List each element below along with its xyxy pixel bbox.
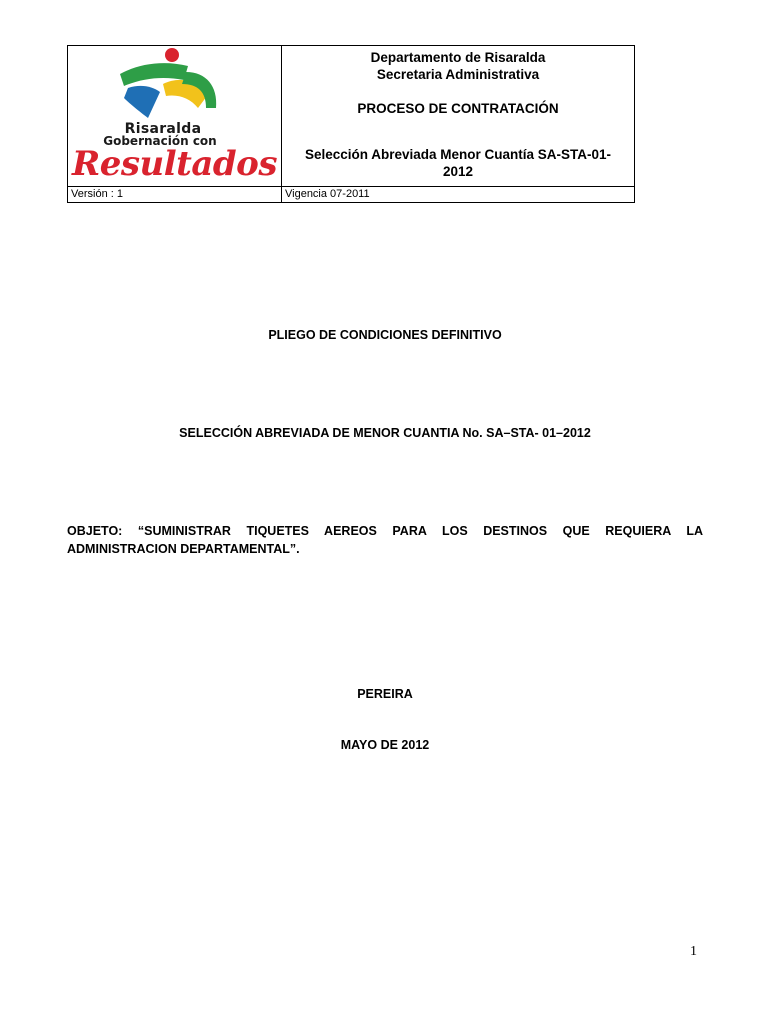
selection-line-2: 2012	[442, 164, 474, 179]
department-name: Departamento de Risaralda	[370, 50, 546, 65]
logo-text-gobernacion: Gobernación con	[103, 134, 217, 148]
secretariat-name: Secretaria Administrativa	[376, 67, 540, 82]
document-header	[67, 45, 635, 203]
logo-figure-icon	[68, 46, 281, 126]
logo-text-risaralda: Risaralda	[124, 121, 202, 137]
page-number: 1	[690, 944, 697, 959]
validity-cell: Vigencia 07-2011	[282, 187, 635, 203]
date: MAYO DE 2012	[340, 738, 430, 752]
seleccion-title: SELECCIÓN ABREVIADA DE MENOR CUANTIA No. SA–STA- 01–2012	[179, 426, 591, 440]
logo-text-resultados: Resultados	[72, 144, 277, 184]
header-info-cell	[282, 46, 635, 187]
risaralda-logo	[68, 46, 281, 184]
objeto-paragraph: OBJETO: “SUMINISTRAR TIQUETES AEREOS PARA LOS DESTINOS QUE REQUIERA LA ADMINISTRACION DEPARTAMENTAL”.	[67, 524, 703, 556]
version-cell: Versión : 1	[68, 187, 282, 203]
city: PEREIRA	[357, 687, 413, 701]
logo-cell	[68, 46, 282, 187]
pliego-title: PLIEGO DE CONDICIONES DEFINITIVO	[268, 328, 502, 342]
selection-line-1: Selección Abreviada Menor Cuantía SA-STA-01-	[304, 147, 612, 162]
process-title: PROCESO DE CONTRATACIÓN	[357, 101, 559, 116]
